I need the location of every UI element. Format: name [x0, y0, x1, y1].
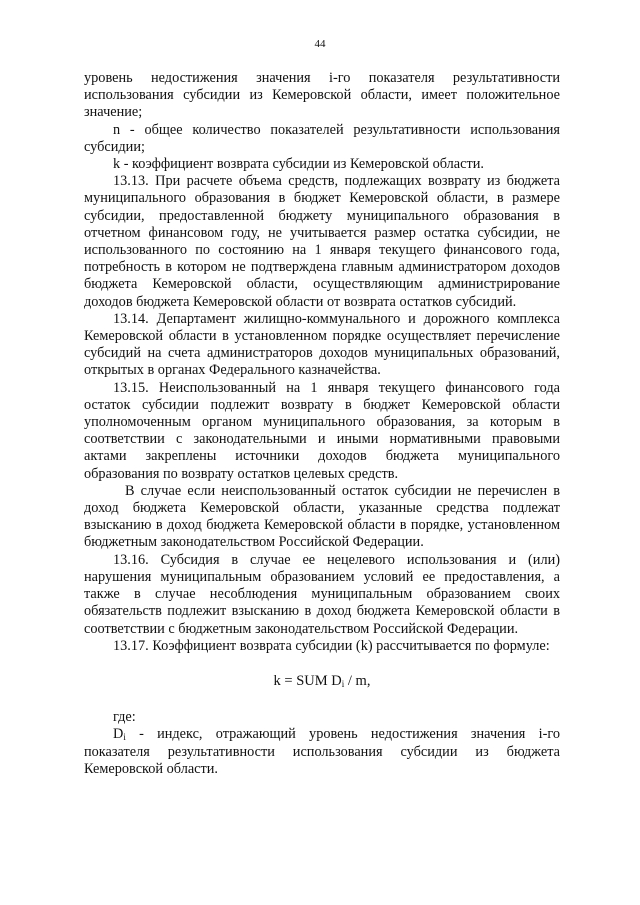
paragraph-di-definition [84, 726, 560, 778]
di-symbol: D [113, 726, 124, 743]
formula-rhs: / m, [344, 672, 371, 689]
di-text: - индекс, отражающий уровень недостижения значения i-го показателя результативности использования субсидии из бюджета Кемеровской области. [84, 726, 560, 777]
paragraph-k-definition: k - коэффициент возврата субсидии из Кемеровской области. [113, 156, 484, 173]
paragraph-13-13: 13.13. При расчете объема средств, подлежащих возврату из бюджета муниципального образования в бюджет Кемеровской области, в размере субсидии, предоставленной бюджету муниципального образования в отчетном финансовом году, не учитывается размер остатка субсидии, не использованного по состоянию на 1 января текущего финансового года, потребность в котором не подтверждена главным администратором доходов бюджета Кемеровской области, осуществляющим администрирование доходов бюджета Кемеровской области от возврата остатков субсидий. [84, 173, 560, 310]
document-body [84, 70, 560, 778]
paragraph-13-15: 13.15. Неиспользованный на 1 января текущего финансового года остаток субсидии подлежит возврату в бюджет Кемеровской области уполномоченным органом муниципального образования, за которым в соответствии с законодательными и иными нормативными правовыми актами закреплены источники доходов бюджета муниципального образования по возврату остатков целевых средств. [84, 379, 560, 482]
where-label: где: [113, 709, 136, 726]
paragraph-13-17: 13.17. Коэффициент возврата субсидии (k) рассчитывается по формуле: [113, 637, 550, 654]
paragraph-13-14: 13.14. Департамент жилищно-коммунального и дорожного комплекса Кемеровской области в установленном порядке осуществляет перечисление субсидий на счета администраторов доходов муниципальных образований, открытых в органах Федерального казначейства. [84, 310, 560, 379]
paragraph-continuation: уровень недостижения значения i-го показателя результативности использования субсидии из Кемеровской области, имеет положительное значение; [84, 70, 560, 121]
paragraph-n-definition: n - общее количество показателей результативности использования субсидии; [84, 121, 560, 155]
di-subscript: i [123, 732, 126, 743]
formula-subscript: i [341, 678, 345, 689]
formula-lhs: k = SUM D [273, 672, 342, 689]
paragraph-13-15-continuation: В случае если неиспользованный остаток субсидии не перечислен в доход бюджета Кемеровской области, указанные средства подлежат взысканию в доход бюджета Кемеровской области в порядке, установленном бюджетным законодательством Российской Федерации. [84, 482, 560, 551]
paragraph-13-16: 13.16. Субсидия в случае ее нецелевого использования и (или) нарушения муниципальным образованием условий ее предоставления, а также в случае несоблюдения муниципальным образованием своих обязательств подлежит взысканию в доход бюджета Кемеровской области в соответствии с бюджетным законодательством Российской Федерации. [84, 551, 560, 637]
formula [84, 673, 560, 690]
page-number: 44 [314, 38, 326, 50]
